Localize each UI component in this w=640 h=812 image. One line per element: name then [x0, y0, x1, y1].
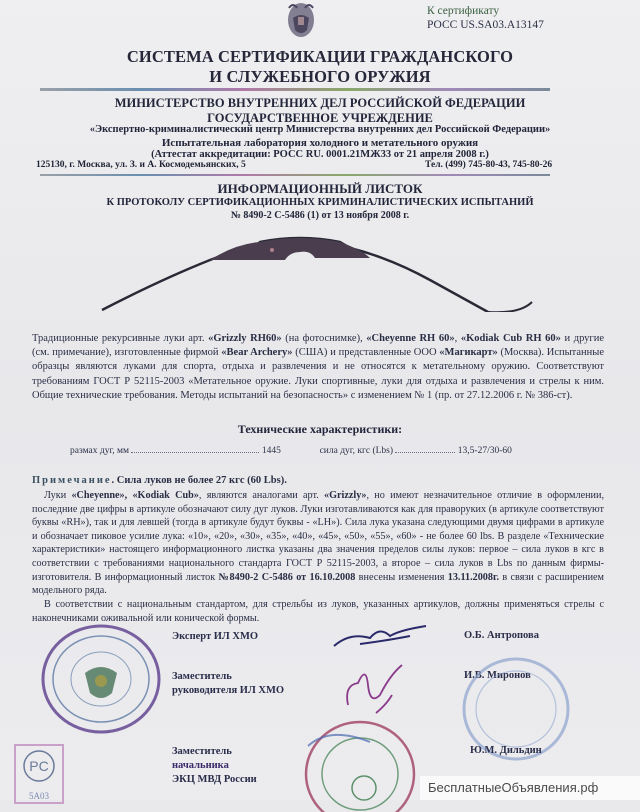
- signatory-position-3: [172, 745, 257, 787]
- signature-icon: [340, 655, 410, 715]
- signatory-position-2: [172, 670, 284, 698]
- note-head-text: . Сила луков не более 27 кгс (60 Lbs).: [111, 475, 287, 486]
- system-title-line1: СИСТЕМА СЕРТИФИКАЦИИ ГРАЖДАНСКОГО: [126, 47, 514, 66]
- divider: [40, 88, 550, 91]
- rst-code: 5А03: [29, 791, 49, 801]
- position-line: руководителя ИЛ ХМО: [172, 685, 285, 696]
- system-title-line2: И СЛУЖЕБНОГО ОРУЖИЯ: [209, 67, 431, 86]
- ministry-seal-icon: [40, 623, 162, 735]
- note-label: Примечание: [32, 475, 112, 486]
- address: 125130, г. Москва, ул. З. и А. Космодемьянских, 5: [36, 160, 246, 170]
- laboratory-name: Испытательная лаборатория холодного и метательного оружия: [161, 137, 479, 149]
- russian-coat-of-arms-icon: [283, 0, 319, 40]
- system-title: [0, 47, 640, 87]
- text: , но имеют незначительное отличие в оформлении, последние две цифры в артикуле обозначают силу дуг луков. Луки изготавливаются как для праворуких (в артикуле соответствуют буквы «RH»), так и для левшей (тогда в артикуле будут буквы - «LH»). Сила лука указана следующими двумя цифрами в артикуле и обозначает пиковое усилие лука: «10», «20», «30», «35», «40», «45», «50», «55», «60» - не более 60 lbs. В разделе «Технические характеристики» настоящего информационного листка указаны два значения пределов силы луков: первое – сила луков в кгс в соответствии с требованиями национального стандарта ГОСТ Р 52115-2003, а второе – сила луков в Lbs по данным фирмы-изготовителя. В информационный листок: [32, 490, 604, 583]
- intro-paragraph: [32, 332, 604, 403]
- note-paragraph: [32, 489, 604, 598]
- position-line: Заместитель: [172, 746, 232, 757]
- rst-certification-mark: [14, 744, 64, 804]
- institution-type: ГОСУДАРСТВЕННОЕ УЧРЕЖДЕНИЕ: [207, 111, 433, 125]
- text: , являются аналогами арт.: [198, 490, 325, 501]
- specs-row: [70, 443, 512, 456]
- certificate-reference: [427, 4, 544, 32]
- specs-heading: Технические характеристики:: [237, 422, 403, 436]
- manufacturer: «Bear Archery»: [221, 347, 293, 359]
- dot-leader: [131, 443, 259, 453]
- text: Традиционные рекурсивные луки арт.: [32, 333, 209, 344]
- text: в связи с расширением модельного ряда.: [32, 571, 604, 597]
- document-subtitle: К ПРОТОКОЛУ СЕРТИФИКАЦИОННЫХ КРИМИНАЛИСТИЧЕСКИХ ИСПЫТАНИЙ: [106, 197, 534, 208]
- model-grizzly: «Grizzly»: [324, 490, 367, 501]
- note-heading: [32, 475, 287, 486]
- rst-logo-icon: [16, 746, 62, 786]
- text: (США) и представленные ООО: [292, 347, 440, 359]
- signatory-name-3: Ю.М. Дильдин: [470, 745, 542, 756]
- model-kodiak: «Kodiak Cub RH 60»: [460, 333, 561, 344]
- document-title: ИНФОРМАЦИОННЫЙ ЛИСТОК: [217, 181, 423, 196]
- divider: [40, 174, 550, 176]
- signatory-name-2: И.В. Миронов: [464, 670, 531, 681]
- model-grizzly: «Grizzly RH60»: [208, 333, 282, 344]
- accreditation: (Аттестат аккредитации: РОСС RU. 0001.21МЖ33 от 21 апреля 2008 г.): [151, 149, 489, 160]
- spec-label: размах дуг, мм: [70, 446, 130, 456]
- cert-ref-number: РОСС US.SA03.A13147: [427, 19, 544, 31]
- watermark: БесплатныеОбъявления.рф: [420, 776, 640, 800]
- text: и другие (см. примечание), изготовленные фирмой: [32, 333, 605, 359]
- importer: «Магикарт»: [439, 347, 498, 359]
- ministry-name: МИНИСТЕРСТВО ВНУТРЕННИХ ДЕЛ РОССИЙСКОЙ ФЕДЕРАЦИИ: [114, 96, 526, 110]
- position-line: начальника: [172, 760, 229, 771]
- position-line: ЭКЦ МВД России: [172, 774, 257, 785]
- spec-value: 1445: [261, 446, 281, 456]
- signatory-position-1: [172, 630, 258, 644]
- models: «Cheyenne», «Kodiak Cub»: [71, 490, 199, 501]
- svg-text:PC: PC: [29, 758, 49, 774]
- phone: Тел. (499) 745-80-43, 745-80-26: [425, 160, 553, 170]
- previous-sheet-number: №8490-2 С-5486 от 16.10.2008: [218, 571, 356, 583]
- text: (на фотоснимке),: [281, 333, 367, 344]
- dot-leader: [395, 443, 455, 453]
- spec-value: 13,5-27/30-60: [457, 446, 512, 456]
- recurve-bow-image: [100, 228, 540, 312]
- position-line: Заместитель: [172, 671, 232, 682]
- document-number: № 8490-2 С-5486 (1) от 13 ноября 2008 г.: [230, 210, 410, 221]
- certification-body-stamp-icon: [300, 716, 420, 812]
- cert-ref-label: К сертификату: [427, 5, 500, 17]
- model-cheyenne: «Cheyenne RH 60»: [366, 333, 455, 344]
- position-line: Эксперт ИЛ ХМО: [172, 631, 259, 642]
- standard-note: В соответствии с национальным стандартом, для стрельбы из луков, указанных артикулов, должны применяться стрелы с наконечниками оживальной или конической формы.: [32, 599, 604, 624]
- spec-label: сила дуг, кгс (Lbs): [319, 446, 394, 456]
- signature-icon: [330, 622, 430, 652]
- text: Луки: [44, 490, 72, 501]
- text: внесены изменения: [355, 571, 448, 583]
- text: (Москва). Испытанные образцы являются луками для спорта, отдыха и развлечения и не относятся к метательному оружию. Соответствуют требованиям ГОСТ Р 52115-2003 «Метательное оружие. Луки спортивные, луки для отдыха и развлечения и стрелы к ним. Общие технические требования. Методы испытаний на безопасность» с изменением № 1 (пр. от 27.12.2006 г. № 386-ст).: [32, 347, 604, 401]
- amendment-date: 13.11.2008г.: [447, 571, 500, 583]
- text: ,: [454, 333, 461, 344]
- institution-name: «Экспертно-криминалистический центр Министерства внутренних дел Российской Федерации»: [89, 124, 551, 135]
- signatory-name-1: О.Б. Антропова: [464, 630, 539, 641]
